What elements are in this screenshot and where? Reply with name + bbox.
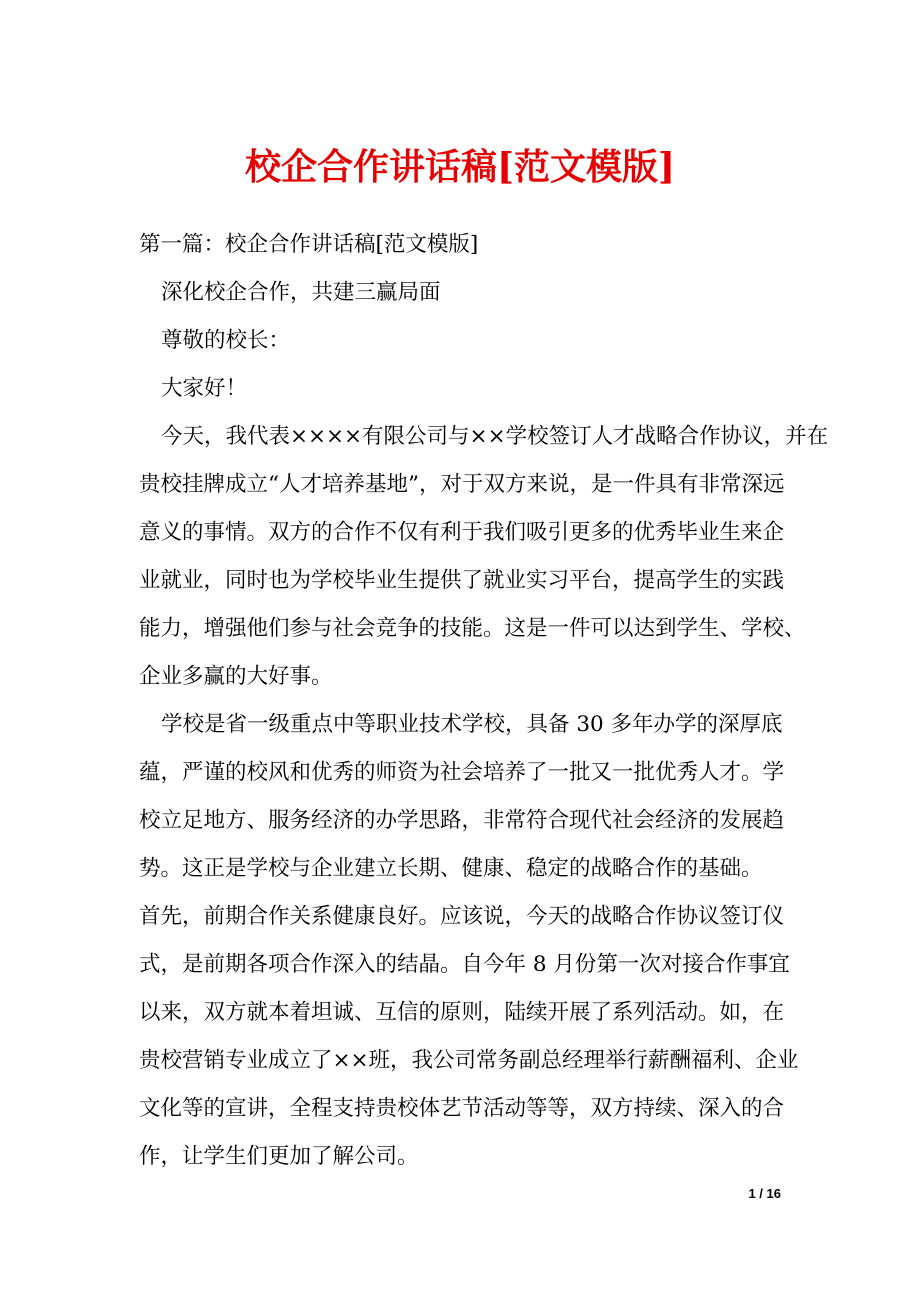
text-line: 势。这正是学校与企业建立长期、健康、稳定的战略合作的基础。 bbox=[139, 856, 763, 881]
document-body bbox=[139, 221, 829, 1181]
text-line: 校立足地方、服务经济的办学思路，非常符合现代社会经济的发展趋 bbox=[139, 808, 785, 833]
text-line: 文化等的宣讲，全程支持贵校体艺节活动等等，双方持续、深入的合 bbox=[139, 1096, 785, 1121]
page-number: 1 / 16 bbox=[748, 1186, 781, 1201]
text-line: 深化校企合作，共建三赢局面 bbox=[161, 280, 441, 305]
text-line: 第一篇：校企合作讲话稿[范文模版] bbox=[139, 232, 479, 257]
text-line: 贵校挂牌成立“人才培养基地”，对于双方来说，是一件具有非常深远 bbox=[139, 472, 785, 497]
text-line: 企业多赢的大好事。 bbox=[139, 664, 333, 689]
text-line: 业就业，同时也为学校毕业生提供了就业实习平台，提高学生的实践 bbox=[139, 568, 785, 593]
text-line: 贵校营销专业成立了××班，我公司常务副总经理举行薪酬福利、企业 bbox=[139, 1048, 799, 1073]
text-line: 今天，我代表××××有限公司与××学校签订人才战略合作协议，并在 bbox=[161, 424, 829, 449]
text-line: 蕴，严谨的校风和优秀的师资为社会培养了一批又一批优秀人才。学 bbox=[139, 760, 785, 785]
text-line: 首先，前期合作关系健康良好。应该说，今天的战略合作协议签订仪 bbox=[139, 904, 785, 929]
document-title: 校企合作讲话稿[范文模版] bbox=[244, 146, 676, 188]
text-line: 学校是省一级重点中等职业技术学校，具备 30 多年办学的深厚底 bbox=[161, 712, 783, 737]
text-line: 意义的事情。双方的合作不仅有利于我们吸引更多的优秀毕业生来企 bbox=[139, 520, 785, 545]
text-line: 大家好！ bbox=[161, 376, 248, 401]
text-line: 能力，增强他们参与社会竞争的技能。这是一件可以达到学生、学校、 bbox=[139, 616, 806, 641]
text-line: 以来，双方就本着坦诚、互信的原则，陆续开展了系列活动。如，在 bbox=[139, 1000, 785, 1025]
text-line: 作，让学生们更加了解公司。 bbox=[139, 1144, 419, 1169]
text-line: 式，是前期各项合作深入的结晶。自今年 8 月份第一次对接合作事宜 bbox=[139, 952, 790, 977]
text-line: 尊敬的校长： bbox=[161, 328, 291, 353]
